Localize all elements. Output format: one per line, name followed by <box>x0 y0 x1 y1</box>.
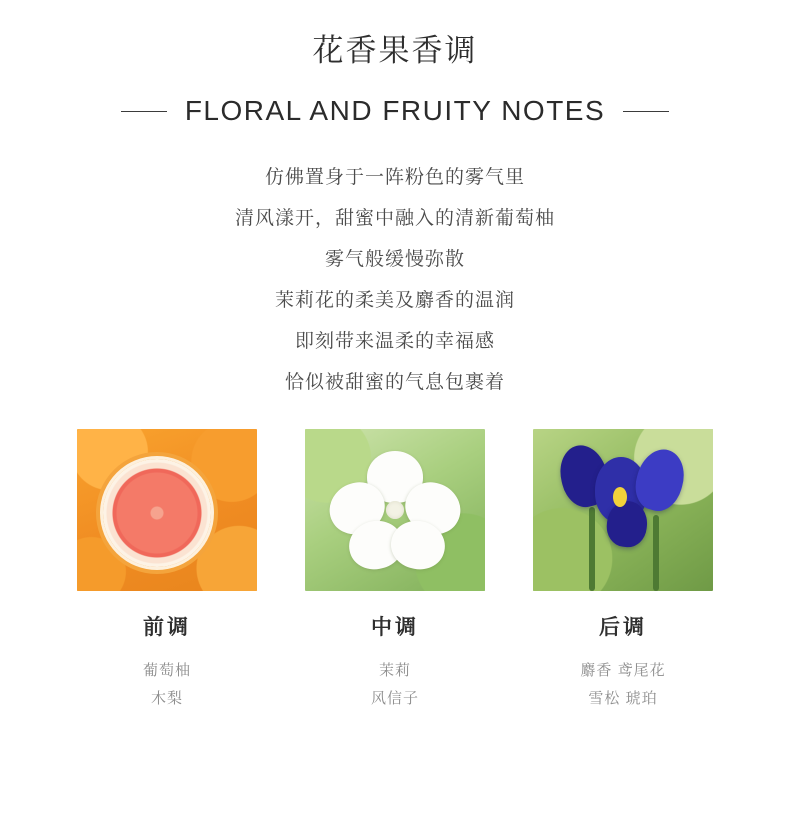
poem-line: 雾气般缓慢弥散 <box>324 249 465 271</box>
product-description-page <box>0 32 790 825</box>
poem-line: 清风漾开，甜蜜中融入的清新葡萄柚 <box>234 208 555 230</box>
subtitle-row <box>0 95 790 127</box>
grapefruit-photo <box>77 429 257 591</box>
note-card-top <box>77 429 257 713</box>
plant-stem <box>589 507 595 591</box>
plant-stem <box>653 515 659 591</box>
note-ingredient-line: 雪松 琥珀 <box>588 690 658 708</box>
note-title: 后调 <box>599 616 647 640</box>
page-title-cn: 花香果香调 <box>312 33 478 68</box>
page-title-en: FLORAL AND FRUITY NOTES <box>184 95 606 127</box>
iris-photo <box>533 429 713 591</box>
note-ingredients <box>77 657 257 713</box>
note-ingredient-line: 风信子 <box>370 690 419 708</box>
grapefruit-illustration <box>77 429 257 591</box>
poem-line: 恰似被甜蜜的气息包裹着 <box>284 372 505 394</box>
poem-line: 仿佛置身于一阵粉色的雾气里 <box>264 167 525 189</box>
divider-right <box>623 111 669 112</box>
poem-block <box>0 157 790 403</box>
note-ingredient-line: 麝香 鸢尾花 <box>580 662 666 680</box>
divider-left <box>121 111 167 112</box>
note-ingredients <box>533 657 713 713</box>
note-ingredient-line: 茉莉 <box>378 662 411 680</box>
note-ingredient-line: 木梨 <box>150 690 183 708</box>
note-ingredient-line: 葡萄柚 <box>142 662 191 680</box>
poem-line: 茉莉花的柔美及麝香的温润 <box>274 290 515 312</box>
poem-line: 即刻带来温柔的幸福感 <box>294 331 495 353</box>
jasmine-photo <box>305 429 485 591</box>
note-title: 前调 <box>143 616 191 640</box>
fragrance-notes-row <box>0 429 790 713</box>
iris-illustration <box>533 429 713 591</box>
note-card-base <box>533 429 713 713</box>
jasmine-illustration <box>305 429 485 591</box>
note-title: 中调 <box>371 616 419 640</box>
note-card-middle <box>305 429 485 713</box>
flower-center <box>386 501 404 519</box>
note-ingredients <box>305 657 485 713</box>
grapefruit-segments <box>103 459 211 567</box>
